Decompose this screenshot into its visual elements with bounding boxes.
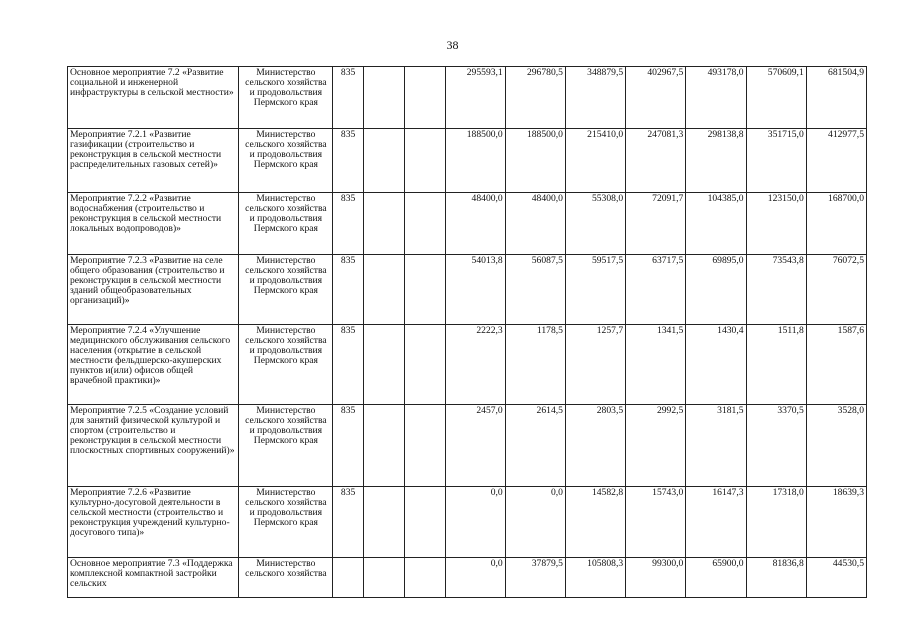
value-cell: 493178,0: [686, 67, 746, 129]
empty-cell: [363, 67, 404, 129]
table-row: [68, 67, 867, 129]
value-cell: 3528,0: [806, 405, 866, 487]
value-cell: 2222,3: [445, 325, 505, 405]
code-cell: 835: [333, 67, 364, 129]
code-cell: 835: [333, 255, 364, 325]
value-cell: 3370,5: [746, 405, 806, 487]
budget-table: [67, 66, 867, 598]
value-cell: 48400,0: [505, 193, 565, 255]
value-cell: 81836,8: [746, 558, 806, 598]
empty-cell: [404, 487, 445, 558]
value-cell: 247081,3: [626, 129, 686, 193]
empty-cell: [404, 255, 445, 325]
value-cell: 18639,3: [806, 487, 866, 558]
value-cell: 351715,0: [746, 129, 806, 193]
value-cell: 73543,8: [746, 255, 806, 325]
value-cell: 99300,0: [626, 558, 686, 598]
value-cell: 15743,0: [626, 487, 686, 558]
value-cell: 168700,0: [806, 193, 866, 255]
code-cell: 835: [333, 405, 364, 487]
table-row: [68, 193, 867, 255]
value-cell: 1178,5: [505, 325, 565, 405]
value-cell: 1511,8: [746, 325, 806, 405]
value-cell: 59517,5: [565, 255, 625, 325]
code-cell: 835: [333, 325, 364, 405]
value-cell: 44530,5: [806, 558, 866, 598]
value-cell: 56087,5: [505, 255, 565, 325]
value-cell: 348879,5: [565, 67, 625, 129]
empty-cell: [404, 325, 445, 405]
table-row: [68, 487, 867, 558]
empty-cell: [363, 558, 404, 598]
value-cell: 188500,0: [445, 129, 505, 193]
value-cell: 570609,1: [746, 67, 806, 129]
executor-cell: Министерство сельского хозяйства: [239, 558, 333, 598]
value-cell: 298138,8: [686, 129, 746, 193]
value-cell: 0,0: [445, 558, 505, 598]
executor-cell: Министерство сельского хозяйства и продовольствия Пермского края: [239, 129, 333, 193]
value-cell: 681504,9: [806, 67, 866, 129]
measure-name-cell: Основное мероприятие 7.3 «Поддержка комплексной компактной застройки сельских: [68, 558, 239, 598]
table-row: [68, 129, 867, 193]
empty-cell: [363, 487, 404, 558]
code-cell: [333, 558, 364, 598]
value-cell: 0,0: [445, 487, 505, 558]
measure-name-cell: Мероприятие 7.2.1 «Развитие газификации (строительство и реконструкция в сельской местности распределительных газовых сетей)»: [68, 129, 239, 193]
value-cell: 296780,5: [505, 67, 565, 129]
value-cell: 2803,5: [565, 405, 625, 487]
value-cell: 14582,8: [565, 487, 625, 558]
empty-cell: [404, 67, 445, 129]
value-cell: 2614,5: [505, 405, 565, 487]
measure-name-cell: Мероприятие 7.2.6 «Развитие культурно-досуговой деятельности в сельской местности (строительство и реконструкция учреждений культурно-досугового типа)»: [68, 487, 239, 558]
value-cell: 402967,5: [626, 67, 686, 129]
value-cell: 0,0: [505, 487, 565, 558]
table-row: [68, 405, 867, 487]
value-cell: 1341,5: [626, 325, 686, 405]
value-cell: 105808,3: [565, 558, 625, 598]
empty-cell: [363, 405, 404, 487]
executor-cell: Министерство сельского хозяйства и продовольствия Пермского края: [239, 67, 333, 129]
value-cell: 1257,7: [565, 325, 625, 405]
value-cell: 54013,8: [445, 255, 505, 325]
value-cell: 65900,0: [686, 558, 746, 598]
measure-name-cell: Мероприятие 7.2.3 «Развитие на селе общего образования (строительство и реконструкция в сельской местности зданий общеобразовательных организаций)»: [68, 255, 239, 325]
code-cell: 835: [333, 129, 364, 193]
value-cell: 37879,5: [505, 558, 565, 598]
value-cell: 72091,7: [626, 193, 686, 255]
value-cell: 215410,0: [565, 129, 625, 193]
measure-name-cell: Мероприятие 7.2.2 «Развитие водоснабжения (строительство и реконструкция в сельской местности локальных водопроводов)»: [68, 193, 239, 255]
table-row: [68, 255, 867, 325]
value-cell: 17318,0: [746, 487, 806, 558]
value-cell: 295593,1: [445, 67, 505, 129]
executor-cell: Министерство сельского хозяйства и продовольствия Пермского края: [239, 193, 333, 255]
code-cell: 835: [333, 487, 364, 558]
executor-cell: Министерство сельского хозяйства и продовольствия Пермского края: [239, 255, 333, 325]
code-cell: 835: [333, 193, 364, 255]
empty-cell: [363, 193, 404, 255]
table-row: [68, 558, 867, 598]
value-cell: 1430,4: [686, 325, 746, 405]
empty-cell: [404, 405, 445, 487]
measure-name-cell: Мероприятие 7.2.4 «Улучшение медицинского обслуживания сельского населения (открытие в сельской местности фельдшерско-акушерских пунктов и(или) офисов общей врачебной практики)»: [68, 325, 239, 405]
empty-cell: [404, 129, 445, 193]
value-cell: 48400,0: [445, 193, 505, 255]
value-cell: 69895,0: [686, 255, 746, 325]
value-cell: 2457,0: [445, 405, 505, 487]
measure-name-cell: Основное мероприятие 7.2 «Развитие социальной и инженерной инфраструктуры в сельской местности»: [68, 67, 239, 129]
page-number: 38: [446, 38, 459, 52]
value-cell: 16147,3: [686, 487, 746, 558]
value-cell: 3181,5: [686, 405, 746, 487]
table-body: [68, 67, 867, 598]
value-cell: 76072,5: [806, 255, 866, 325]
measure-name-cell: Мероприятие 7.2.5 «Создание условий для занятий физической культурой и спортом (строительство и реконструкция в сельской местности плоскостных спортивных сооружений)»: [68, 405, 239, 487]
value-cell: 123150,0: [746, 193, 806, 255]
value-cell: 188500,0: [505, 129, 565, 193]
executor-cell: Министерство сельского хозяйства и продовольствия Пермского края: [239, 405, 333, 487]
empty-cell: [404, 558, 445, 598]
value-cell: 63717,5: [626, 255, 686, 325]
value-cell: 412977,5: [806, 129, 866, 193]
value-cell: 2992,5: [626, 405, 686, 487]
table-row: [68, 325, 867, 405]
value-cell: 55308,0: [565, 193, 625, 255]
empty-cell: [363, 129, 404, 193]
executor-cell: Министерство сельского хозяйства и продовольствия Пермского края: [239, 325, 333, 405]
value-cell: 104385,0: [686, 193, 746, 255]
empty-cell: [363, 255, 404, 325]
empty-cell: [404, 193, 445, 255]
executor-cell: Министерство сельского хозяйства и продовольствия Пермского края: [239, 487, 333, 558]
empty-cell: [363, 325, 404, 405]
value-cell: 1587,6: [806, 325, 866, 405]
